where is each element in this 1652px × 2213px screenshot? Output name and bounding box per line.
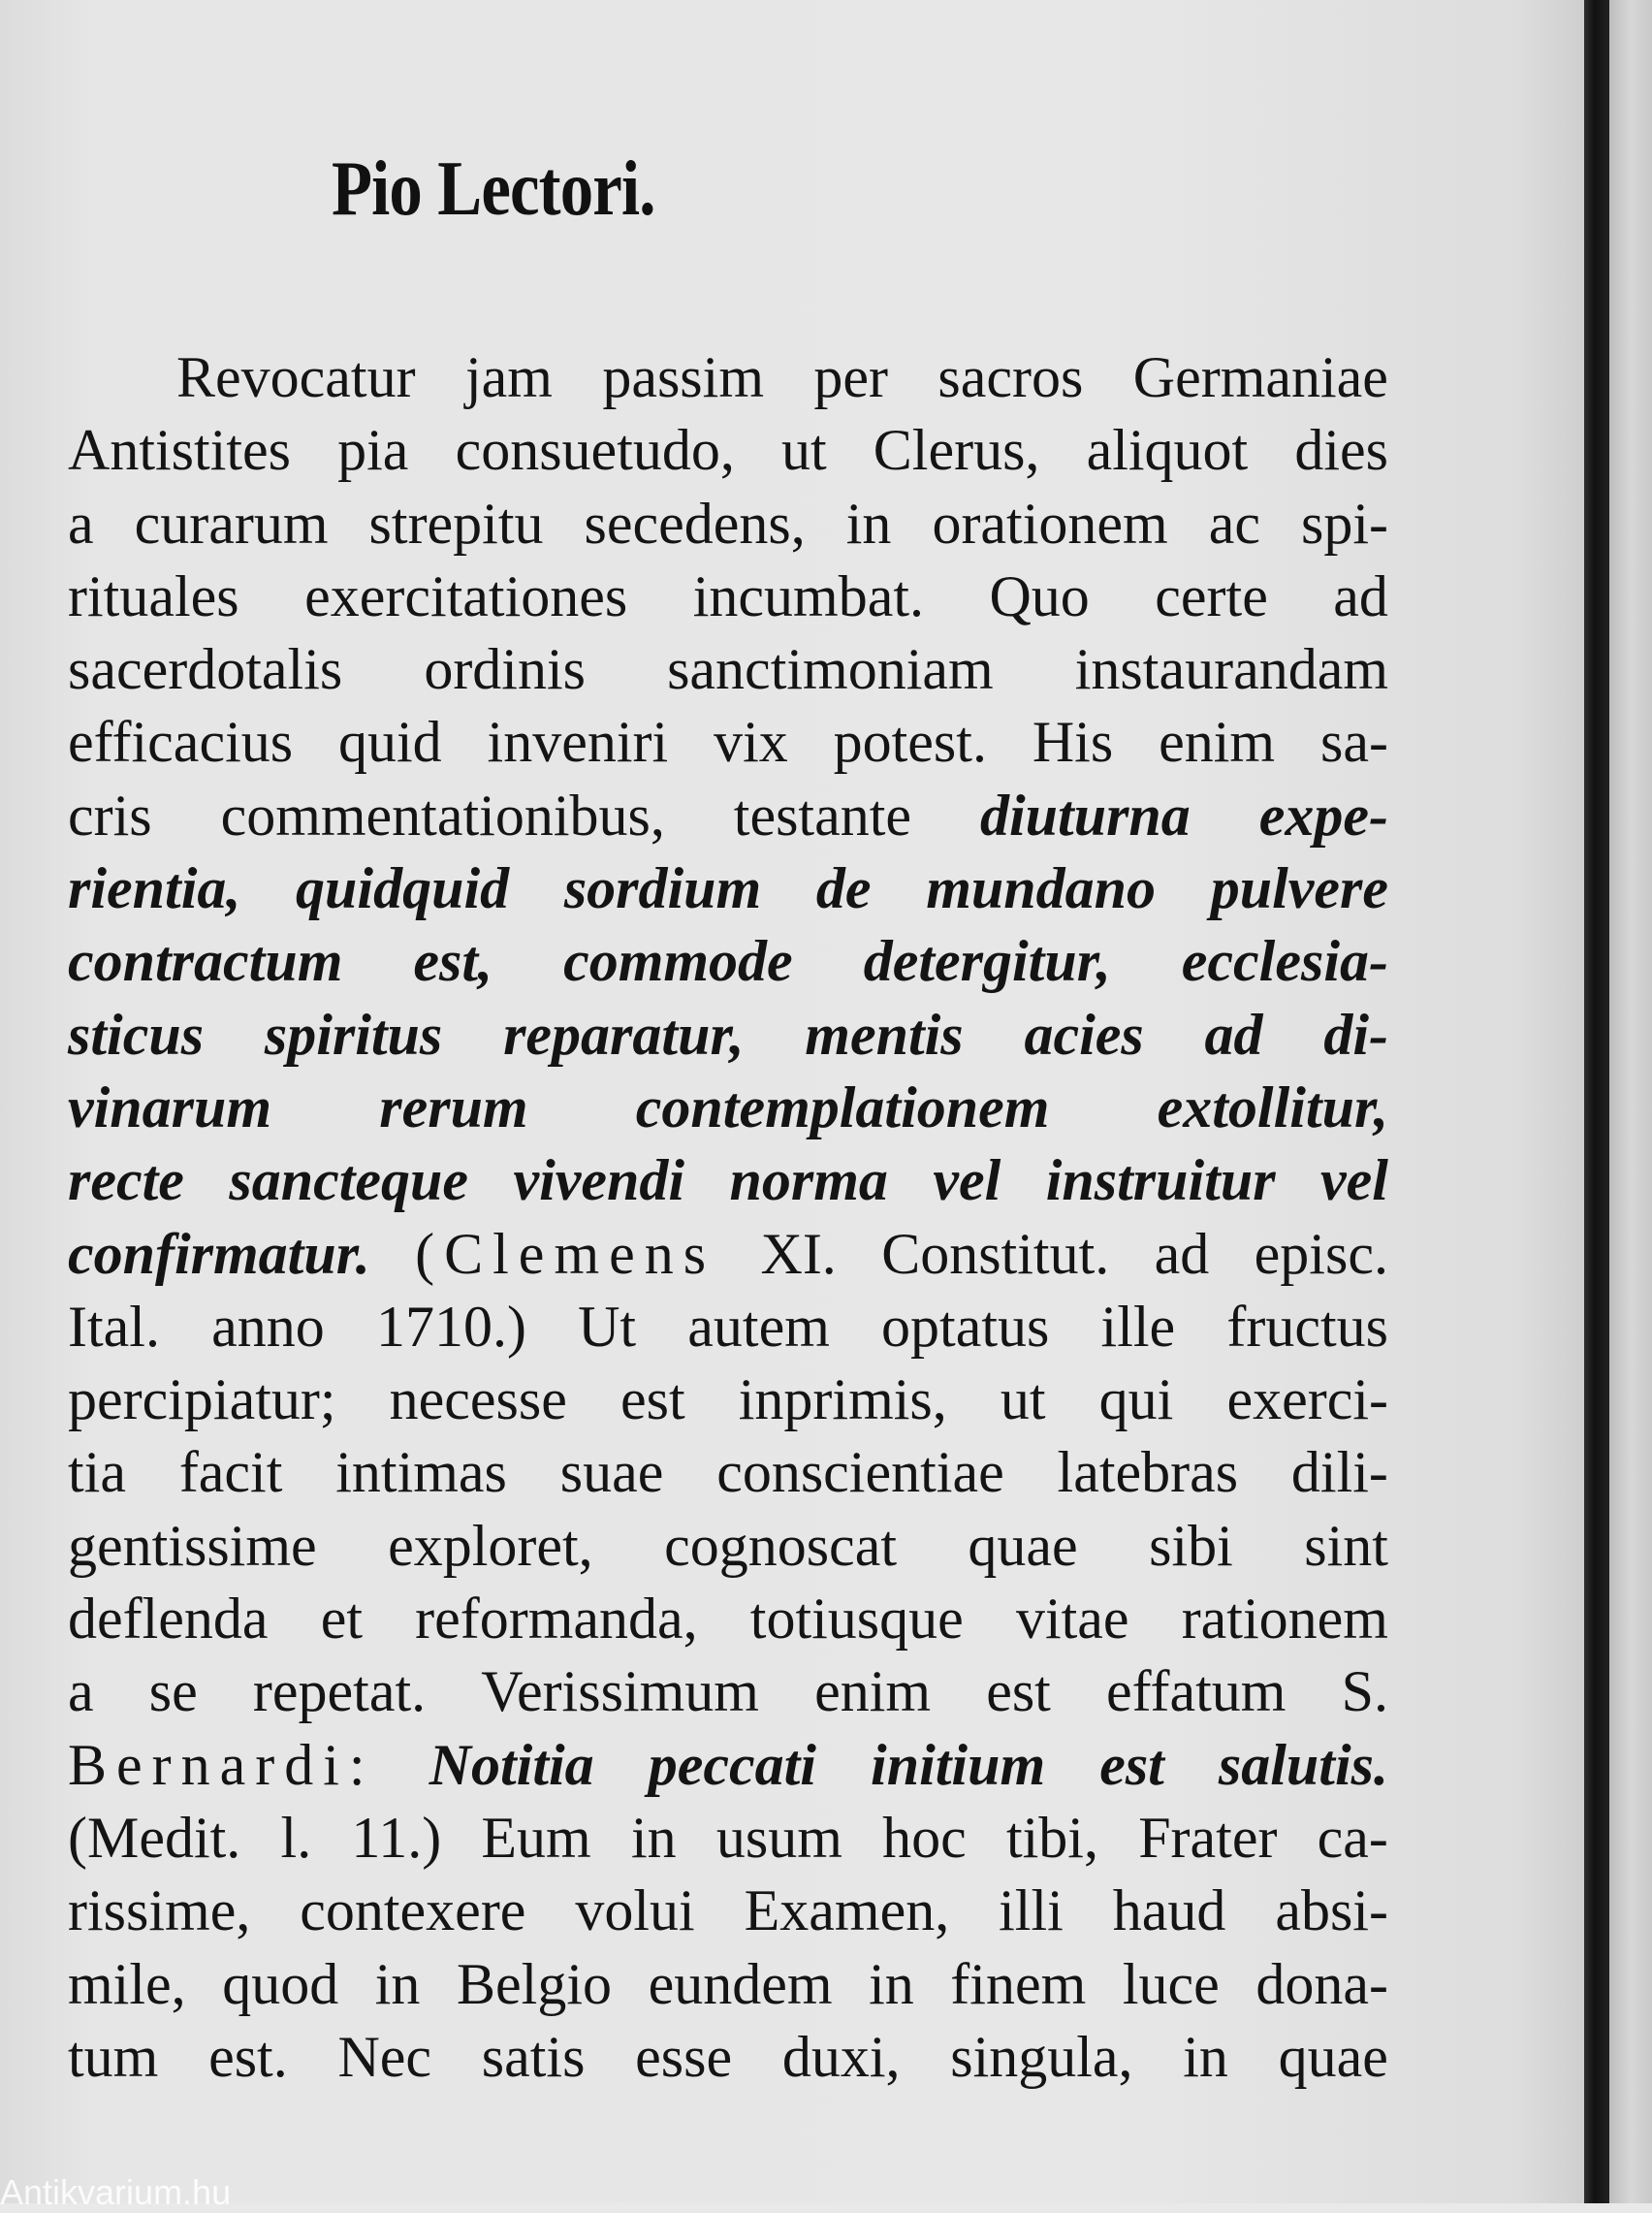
word: est <box>620 1367 685 1432</box>
word: reformanda, <box>415 1587 698 1652</box>
word: inveniri <box>487 710 669 775</box>
word: consuetudo, <box>455 418 735 483</box>
word: eundem <box>648 1951 833 2016</box>
word: fructus <box>1226 1294 1388 1359</box>
text-line <box>68 1875 1388 1947</box>
word: rituales <box>68 563 239 628</box>
text-line <box>68 561 1388 633</box>
word: per <box>813 345 889 409</box>
book-spine <box>1584 0 1609 2203</box>
text-line <box>68 1655 1388 1728</box>
text-line <box>68 1072 1388 1144</box>
word: Frater <box>1138 1805 1278 1870</box>
word: vitae <box>1015 1587 1129 1652</box>
word: His <box>1032 710 1114 775</box>
word: luce <box>1122 1951 1220 2016</box>
word: Germaniae <box>1132 345 1388 409</box>
word: norma <box>729 1148 888 1213</box>
word: confirmatur. <box>68 1221 370 1286</box>
word: dona- <box>1255 1951 1388 2016</box>
word: Constitut. <box>881 1221 1110 1286</box>
word: Belgio <box>457 1951 612 2016</box>
word: sa- <box>1319 710 1388 775</box>
word: salutis. <box>1218 1732 1388 1797</box>
word: diuturna <box>979 783 1191 848</box>
word: acies <box>1024 1002 1144 1067</box>
word: conscientiae <box>716 1440 1004 1505</box>
text-line <box>68 925 1388 998</box>
word: volui <box>575 1878 695 1943</box>
text-line <box>68 341 1388 414</box>
word: illi <box>999 1878 1064 1943</box>
word: a <box>68 1659 94 1724</box>
word: aliquot <box>1086 418 1249 483</box>
word: in <box>845 491 892 556</box>
word: initium <box>871 1732 1046 1797</box>
text-line <box>68 2021 1388 2094</box>
body-text <box>68 341 1388 2094</box>
word: extollitur, <box>1157 1074 1388 1139</box>
word: ut <box>1000 1367 1046 1432</box>
word: 11.) <box>351 1805 442 1870</box>
word: ad <box>1154 1221 1210 1286</box>
word: spi- <box>1300 491 1388 556</box>
word: necesse <box>389 1367 567 1432</box>
word: hoc <box>882 1805 967 1870</box>
word: sanctimoniam <box>667 637 994 702</box>
word: Ital. <box>68 1294 160 1359</box>
text-line <box>68 633 1388 706</box>
word: potest. <box>833 710 987 775</box>
word: pia <box>337 418 409 483</box>
word: duxi, <box>781 2024 901 2089</box>
text-line <box>68 1729 1388 1802</box>
word: totiusque <box>749 1587 964 1652</box>
word: in <box>1183 2024 1228 2089</box>
word: sordium <box>563 856 762 921</box>
word: autem <box>687 1294 830 1359</box>
word: di- <box>1323 1002 1388 1067</box>
word: spiritus <box>264 1002 443 1067</box>
word: a <box>68 491 94 556</box>
word: sibi <box>1149 1513 1233 1578</box>
word: passim <box>602 345 764 409</box>
word: sticus <box>68 1002 205 1067</box>
word: est <box>1099 1732 1164 1797</box>
word: in <box>869 1951 914 2016</box>
word: finem <box>950 1951 1087 2016</box>
word: et <box>320 1587 363 1652</box>
word: inprimis, <box>738 1367 947 1432</box>
word: l. <box>280 1805 312 1870</box>
word: quod <box>222 1951 339 2016</box>
word: (Clemens <box>415 1221 716 1286</box>
word: instaurandam <box>1074 637 1388 702</box>
word: facit <box>178 1440 283 1505</box>
word: episc. <box>1254 1221 1388 1286</box>
word: vivendi <box>513 1148 685 1213</box>
text-line <box>68 1510 1388 1583</box>
text-line <box>68 780 1388 852</box>
word: peccati <box>648 1732 816 1797</box>
word: intimas <box>335 1440 507 1505</box>
word: orationem <box>932 491 1168 556</box>
word: quae <box>968 1513 1078 1578</box>
word: efficacius <box>68 710 294 775</box>
text-line <box>68 1363 1388 1436</box>
word: secedens, <box>584 491 806 556</box>
word: Examen, <box>744 1878 950 1943</box>
word: est. <box>208 2024 288 2089</box>
word: dili- <box>1290 1440 1388 1505</box>
word: certe <box>1155 563 1268 628</box>
word: rissime, <box>68 1878 251 1943</box>
text-line <box>68 1948 1388 2021</box>
word: enim <box>814 1659 932 1724</box>
word: quidquid <box>296 856 510 921</box>
word: usum <box>715 1805 842 1870</box>
word: jam <box>464 345 553 409</box>
word: commode <box>563 929 793 994</box>
word: testante <box>733 783 912 848</box>
word: reparatur, <box>503 1002 745 1067</box>
word: cris <box>68 783 152 848</box>
word: vel <box>1319 1148 1388 1213</box>
word: esse <box>635 2024 733 2089</box>
word: rientia, <box>68 856 241 921</box>
word: optatus <box>881 1294 1050 1359</box>
word: ad <box>1204 1002 1263 1067</box>
word: contractum <box>68 929 343 994</box>
word: vinarum <box>68 1074 272 1139</box>
word: deflenda <box>68 1587 269 1652</box>
word: tum <box>68 2024 159 2089</box>
word: enim <box>1159 710 1276 775</box>
text-line <box>68 488 1388 561</box>
word: suae <box>559 1440 664 1505</box>
word: ca- <box>1317 1805 1388 1870</box>
word: in <box>630 1805 677 1870</box>
word: anno <box>211 1294 325 1359</box>
word: sacros <box>937 345 1084 409</box>
word: 1710.) <box>375 1294 526 1359</box>
word: pulvere <box>1210 856 1388 921</box>
word: ordinis <box>424 637 586 702</box>
word: quid <box>337 710 442 775</box>
word: latebras <box>1057 1440 1239 1505</box>
word: dies <box>1294 418 1388 483</box>
word: tia <box>68 1440 126 1505</box>
text-line <box>68 1291 1388 1363</box>
text-line <box>68 999 1388 1072</box>
word: vix <box>714 710 788 775</box>
word: absi- <box>1275 1878 1388 1943</box>
word: mentis <box>805 1002 964 1067</box>
word: detergitur, <box>863 929 1111 994</box>
word: Nec <box>337 2024 432 2089</box>
word: S. <box>1341 1659 1388 1724</box>
text-line <box>68 1583 1388 1655</box>
word: singula, <box>950 2024 1133 2089</box>
word: strepitu <box>368 491 544 556</box>
word: tibi, <box>1005 1805 1098 1870</box>
word: Bernardi: <box>68 1732 375 1797</box>
word: repetat. <box>252 1659 427 1724</box>
word: curarum <box>134 491 329 556</box>
word: gentissime <box>68 1513 317 1578</box>
word: Quo <box>989 563 1090 628</box>
word: (Medit. <box>68 1805 241 1870</box>
word: haud <box>1112 1878 1226 1943</box>
word: mile, <box>68 1951 186 2016</box>
word: rationem <box>1181 1587 1388 1652</box>
word: recte <box>68 1148 184 1213</box>
word: exercitationes <box>304 563 628 628</box>
word: ut <box>780 418 827 483</box>
word: satis <box>481 2024 586 2089</box>
word: cognoscat <box>664 1513 897 1578</box>
word: contexere <box>300 1878 526 1943</box>
word: commentationibus, <box>220 783 665 848</box>
word: vel <box>933 1148 1001 1213</box>
word: Ut <box>578 1294 637 1359</box>
word: Eum <box>481 1805 591 1870</box>
word: in <box>374 1951 421 2016</box>
word: Notitia <box>429 1732 594 1797</box>
word: exploret, <box>388 1513 593 1578</box>
word: de <box>815 856 872 921</box>
word: Verissimum <box>481 1659 759 1724</box>
word: Antistites <box>68 418 292 483</box>
word: qui <box>1098 1367 1174 1432</box>
word: ac <box>1208 491 1260 556</box>
cover-edge <box>1609 0 1652 2203</box>
text-line <box>68 1144 1388 1217</box>
text-line <box>68 852 1388 925</box>
word: ecclesia- <box>1181 929 1388 994</box>
word: est <box>986 1659 1051 1724</box>
word: XI. <box>760 1221 837 1286</box>
word: quae <box>1278 2024 1388 2089</box>
word: expe- <box>1258 783 1388 848</box>
word: Revocatur <box>176 345 416 409</box>
word: se <box>148 1659 198 1724</box>
word: Clerus, <box>873 418 1040 483</box>
word: effatum <box>1106 1659 1287 1724</box>
word: ad <box>1333 563 1388 628</box>
text-line <box>68 414 1388 487</box>
word: sacerdotalis <box>68 637 343 702</box>
word: est, <box>413 929 493 994</box>
word: rerum <box>379 1074 528 1139</box>
word: contemplationem <box>635 1074 1050 1139</box>
word: ille <box>1100 1294 1176 1359</box>
word: sancteque <box>229 1148 469 1213</box>
word: mundano <box>926 856 1157 921</box>
watermark-text: Antikvarium.hu <box>0 2172 232 2212</box>
text-line <box>68 706 1388 779</box>
text-line <box>68 1802 1388 1875</box>
word: instruitur <box>1045 1148 1276 1213</box>
word: exerci- <box>1226 1367 1388 1432</box>
word: incumbat. <box>692 563 924 628</box>
page-heading: Pio Lectori. <box>332 146 655 232</box>
word: percipiatur; <box>68 1367 336 1432</box>
word: sint <box>1304 1513 1388 1578</box>
text-line <box>68 1218 1388 1291</box>
text-line <box>68 1436 1388 1509</box>
